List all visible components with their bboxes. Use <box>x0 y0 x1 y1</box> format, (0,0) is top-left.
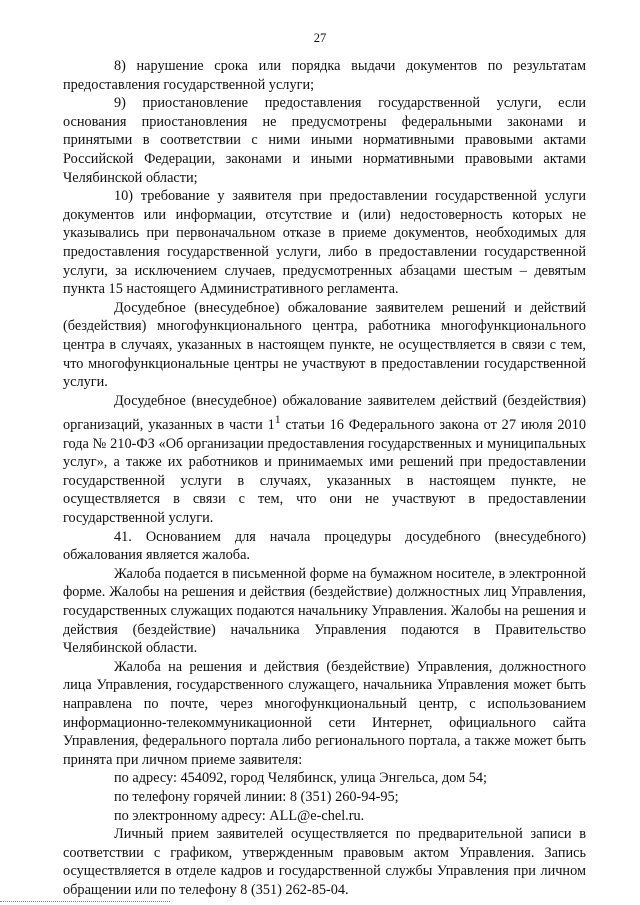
document-body <box>63 57 586 899</box>
paragraph-complaint-channels: Жалоба на решения и действия (бездействие) Управления, должностного лица Управления, государственного служащего, начальника Управления может быть направлена по почте, через многофункциональный центр, с использованием информационно-телекоммуникационной сети Интернет, официального сайта Управления, федерального портала либо регионального портала, а также может быть принята при личном приеме заявителя: <box>63 658 586 768</box>
paragraph-complaint-form: Жалоба подается в письменной форме на бумажном носителе, в электронной форме. Жалобы на решения и действия (бездействие) должностных лиц Управления, государственных служащих подаются начальнику Управления. Жалобы на решения и действия (бездействие) начальника Управления подаются в Правительство Челябинской области. <box>63 565 586 657</box>
contact-address: по адресу: 454092, город Челябинск, улица Энгельса, дом 54; <box>114 770 487 787</box>
superscript-one: 1 <box>274 412 281 427</box>
paragraph-item-10: 10) требование у заявителя при предоставлении государственной услуги документов или информации, отсутствие и (или) недостоверность которых не указывались при первоначальном отказе в приеме документов, необходимых для предоставления государственной услуги, либо в предоставлении государственной услуги, за исключением случаев, предусмотренных абзацами шестым – девятым пункта 15 настоящего Административного регламента. <box>63 188 586 298</box>
paragraph-organizations-appeal <box>63 392 586 528</box>
paragraph-item-9: 9) приостановление предоставления государственной услуги, если основания приостановления не предусмотрены федеральными законами и принятыми в соответствии с ними иными нормативными правовыми актами Российской Федерации, законами и иными нормативными правовыми актами Челябинской области; <box>63 95 586 186</box>
paragraph-item-8: 8) нарушение срока или порядка выдачи документов по результатам предоставления государственной услуги; <box>63 58 586 93</box>
paragraph-organizations-text-2: статьи 16 Федерального закона от 27 июля 2010 года № 210-ФЗ «Об организации предоставления государственных и муниципальных услуг», а также их работников и принимаемых ими решений при предоставлении государственной услуги в случаях, указанных в настоящем пункте, не осуществляется в связи с тем, что они не участвуют в предоставлении государственной услуги. <box>63 417 586 527</box>
contact-hotline: по телефону горячей линии: 8 (351) 260-94-95; <box>114 788 399 805</box>
paragraph-41: 41. Основанием для начала процедуры досудебного (внесудебного) обжалования является жалоба. <box>63 528 586 564</box>
scan-edge-divider <box>0 901 170 902</box>
paragraph-organizations-text-1: Досудебное (внесудебное) обжалование заявителем действий (бездействия) организаций, указанных в части 1 <box>63 392 586 434</box>
paragraph-mfc-appeal: Досудебное (внесудебное) обжалование заявителем решений и действий (бездействия) многофункционального центра, работника многофункционального центра в случаях, указанных в настоящем пункте, не осуществляется в связи с тем, что многофункциональные центры не участвуют в предоставлении государственной услуги. <box>63 299 586 391</box>
page-number: 27 <box>313 31 327 45</box>
paragraph-personal-reception: Личный прием заявителей осуществляется по предварительной записи в соответствии с графиком, утвержденным правовым актом Управления. Запись осуществляется в отделе кадров и государственной службы Управления при личном обращении или по телефону 8 (351) 262-85-04. <box>63 826 586 898</box>
contact-email: по электронному адресу: ALL@e-chel.ru. <box>114 807 365 824</box>
